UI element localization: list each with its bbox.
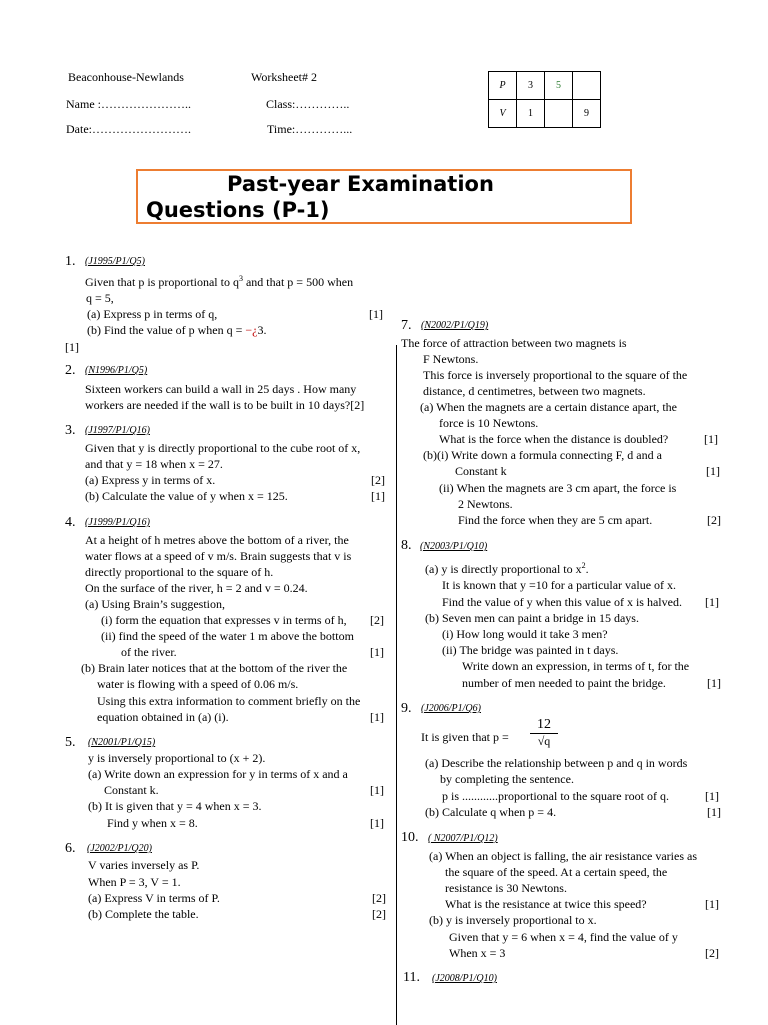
q7-line9-mark: [1]: [706, 464, 720, 478]
pv-cell: P: [489, 72, 517, 100]
q3-line1: Given that y is directly proportional to the cube root of x,: [85, 441, 361, 455]
q3-b: (b) Calculate the value of y when x = 125.: [85, 489, 288, 503]
q1-b-mark: [1]: [65, 340, 79, 354]
q4-line1: At a height of h metres above the bottom of a river, the: [85, 533, 349, 547]
time-field: Time:…………...: [267, 122, 353, 136]
q5-line3-mark: [1]: [370, 783, 384, 797]
q11-number: 11.: [403, 970, 420, 985]
q10-line6: Given that y = 6 when x = 4, find the value of y: [449, 930, 678, 944]
q7-ref: (N2002/P1/Q19): [421, 320, 489, 331]
class-field: Class:…………..: [266, 97, 350, 111]
q7-line7: What is the force when the distance is doubled?: [439, 432, 669, 446]
q3-a-mark: [2]: [371, 473, 385, 487]
q7-line10: (ii) When the magnets are 3 cm apart, the force is: [439, 481, 677, 495]
q10-line7: When x = 3: [449, 946, 506, 960]
q7-line2: F Newtons.: [423, 352, 479, 366]
name-field: Name :…………………..: [66, 97, 191, 111]
q8-line5: (i) How long would it take 3 men?: [442, 627, 608, 641]
q8-line1: (a) y is directly proportional to $x^2$.: [425, 561, 589, 576]
q3-line2: and that y = 18 when x = 27.: [85, 457, 223, 471]
pv-cell: 5: [545, 72, 573, 100]
q2-line2: workers are needed if the wall is to be built in 10 days?[2]: [85, 398, 365, 412]
q5-line4: (b) It is given that y = 4 when x = 3.: [88, 799, 262, 813]
q7-line12-mark: [2]: [707, 513, 721, 527]
q4-line9: (b) Brain later notices that at the bottom of the river the: [81, 661, 348, 675]
pv-cell: [573, 72, 601, 100]
q9-line3: by completing the sentence.: [440, 772, 574, 786]
q5-line5-mark: [1]: [370, 816, 384, 830]
column-divider: [396, 345, 397, 1025]
q4-line8-mark: [1]: [370, 645, 384, 659]
q8-line3: Find the value of y when this value of x is halved.: [442, 595, 682, 609]
q1-number: 1.: [65, 254, 76, 269]
q2-ref: (N1996/P1/Q5): [85, 365, 148, 376]
q1-b: (b) Find the value of p when q = −¿3.: [87, 323, 267, 337]
q7-line6: force is 10 Newtons.: [439, 416, 539, 430]
q6-line3-mark: [2]: [372, 891, 386, 905]
q6-line2: When P = 3, V = 1.: [88, 875, 181, 889]
q3-ref: (J1997/P1/Q16): [85, 425, 150, 436]
q10-line4: What is the resistance at twice this speed?: [445, 897, 647, 911]
q4-line3: directly proportional to the square of h.: [85, 565, 274, 579]
q10-line2: the square of the speed. At a certain speed, the: [445, 865, 668, 879]
q5-line5: Find y when x = 8.: [107, 816, 198, 830]
q6-line1: V varies inversely as P.: [88, 858, 200, 872]
q8-line7: Write down an expression, in terms of t, for the: [462, 659, 690, 673]
q3-number: 3.: [65, 423, 76, 438]
q5-number: 5.: [65, 735, 76, 750]
page-title-line2: Questions (P-1): [146, 198, 330, 222]
q3-b-mark: [1]: [371, 489, 385, 503]
q9-number: 9.: [401, 701, 412, 716]
q6-line4-mark: [2]: [372, 907, 386, 921]
pv-cell: V: [489, 100, 517, 128]
q7-line12: Find the force when they are 5 cm apart.: [458, 513, 653, 527]
q1-line1: Given that p is proportional to $q^3$ and that p = 500 when: [85, 274, 354, 289]
q1-a-mark: [1]: [369, 307, 383, 321]
q9-denominator: √q: [537, 734, 551, 748]
q7-line5: (a) When the magnets are a certain distance apart, the: [420, 400, 677, 414]
pv-cell: [545, 100, 573, 128]
q10-line3: resistance is 30 Newtons.: [445, 881, 567, 895]
q10-line7-mark: [2]: [705, 946, 719, 960]
q4-line6-mark: [2]: [370, 613, 384, 627]
q1-a: (a) Express p in terms of q,: [87, 307, 218, 321]
q4-line7: (ii) find the speed of the water 1 m above the bottom: [101, 629, 354, 643]
q4-line2: water flows at a speed of v m/s. Brain suggests that v is: [85, 549, 352, 563]
page-title-line1: Past-year Examination: [227, 172, 494, 196]
q4-line11: Using this extra information to comment briefly on the: [97, 694, 361, 708]
date-field: Date:…………………….: [66, 122, 191, 136]
q6-line3: (a) Express V in terms of P.: [88, 891, 220, 905]
q1-line2: q = 5,: [86, 291, 114, 305]
q8-ref: (N2003/P1/Q10): [420, 541, 488, 552]
q7-line1: The force of attraction between two magnets is: [401, 336, 627, 350]
q7-number: 7.: [401, 318, 412, 333]
q9-ref: (J2006/P1/Q6): [421, 703, 481, 714]
q6-number: 6.: [65, 841, 76, 856]
q7-line3: This force is inversely proportional to the square of the: [423, 368, 688, 382]
q9-line1: It is given that p =: [421, 730, 509, 744]
worksheet-number: Worksheet# 2: [251, 70, 318, 84]
q4-line5: (a) Using Brain’s suggestion,: [85, 597, 225, 611]
q10-line5: (b) y is inversely proportional to x.: [429, 913, 597, 927]
q7-line9: Constant k: [455, 464, 507, 478]
q8-line4: (b) Seven men can paint a bridge in 15 days.: [425, 611, 639, 625]
q10-line1: (a) When an object is falling, the air resistance varies as: [429, 849, 698, 863]
q3-a: (a) Express y in terms of x.: [85, 473, 216, 487]
q10-line4-mark: [1]: [705, 897, 719, 911]
pv-cell: 1: [517, 100, 545, 128]
q5-ref: (N2001/P1/Q15): [88, 737, 156, 748]
q8-number: 8.: [401, 538, 412, 553]
q9-line4-mark: [1]: [705, 789, 719, 803]
q5-line2: (a) Write down an expression for y in terms of x and a: [88, 767, 348, 781]
q11-ref: (J2008/P1/Q10): [432, 973, 497, 984]
q4-line6: (i) form the equation that expresses v in terms of h,: [101, 613, 347, 627]
q9-numerator: 12: [530, 717, 558, 734]
q9-line5-mark: [1]: [707, 805, 721, 819]
q7-line4: distance, d centimetres, between two magnets.: [423, 384, 646, 398]
q6-ref: (J2002/P1/Q20): [87, 843, 152, 854]
q8-line3-mark: [1]: [705, 595, 719, 609]
q8-line8-mark: [1]: [707, 676, 721, 690]
q7-line7-mark: [1]: [704, 432, 718, 446]
q4-line12-mark: [1]: [370, 710, 384, 724]
q7-line11: 2 Newtons.: [458, 497, 513, 511]
q8-line8: number of men needed to paint the bridge.: [462, 676, 666, 690]
q4-line8: of the river.: [121, 645, 177, 659]
school-name: Beaconhouse-Newlands: [68, 70, 184, 84]
pv-cell: 9: [573, 100, 601, 128]
q8-line2: It is known that y =10 for a particular value of x.: [442, 578, 677, 592]
q4-line12: equation obtained in (a) (i).: [97, 710, 229, 724]
q9-line5: (b) Calculate q when p = 4.: [425, 805, 557, 819]
q9-fraction: [530, 717, 558, 749]
q4-line10: water is flowing with a speed of 0.06 m/s.: [97, 677, 299, 691]
q2-line1: Sixteen workers can build a wall in 25 days . How many: [85, 382, 357, 396]
q5-line3: Constant k.: [104, 783, 159, 797]
pv-table: [488, 71, 601, 128]
q10-number: 10.: [401, 830, 419, 845]
q7-line8: (b)(i) Write down a formula connecting F, d and a: [423, 448, 662, 462]
q4-line4: On the surface of the river, h = 2 and v = 0.24.: [85, 581, 308, 595]
q4-ref: (J1999/P1/Q16): [85, 517, 150, 528]
q4-number: 4.: [65, 515, 76, 530]
q9-line2: (a) Describe the relationship between p and q in words: [425, 756, 688, 770]
q2-number: 2.: [65, 363, 76, 378]
q9-line4: p is ............proportional to the square root of q.: [442, 789, 669, 803]
q8-line6: (ii) The bridge was painted in t days.: [442, 643, 619, 657]
q6-line4: (b) Complete the table.: [88, 907, 199, 921]
q10-ref: ( N2007/P1/Q12): [428, 833, 498, 844]
q1-ref: (J1995/P1/Q5): [85, 256, 145, 267]
pv-cell: 3: [517, 72, 545, 100]
q5-line1: y is inversely proportional to (x + 2).: [88, 751, 266, 765]
